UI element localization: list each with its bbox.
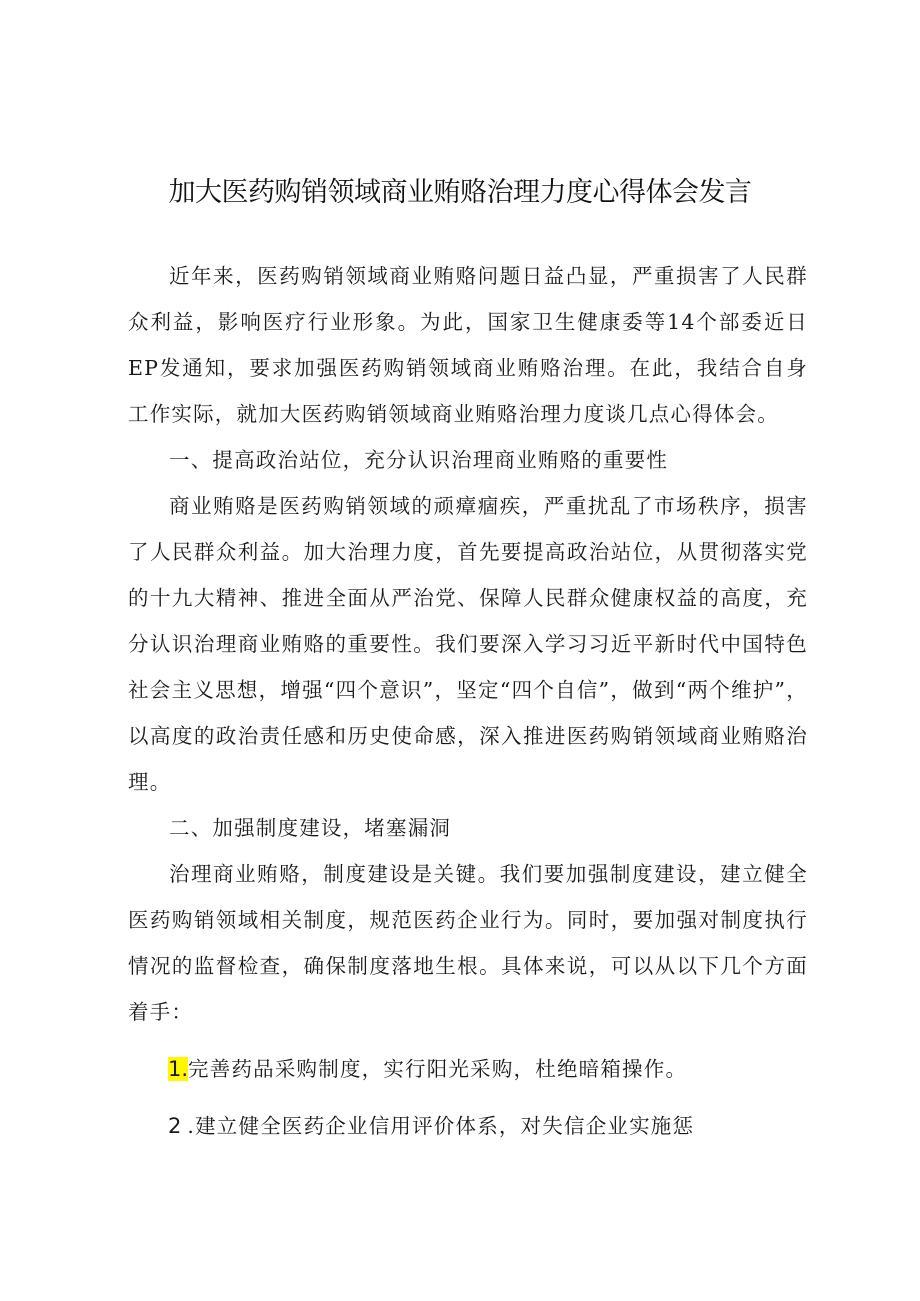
document-body: [128, 253, 808, 1149]
section-2-paragraph: 治理商业贿赂，制度建设是关键。我们要加强制度建设，建立健全医药购销领域相关制度，规范医药企业行为。同时，要加强对制度执行情况的监督检查，确保制度落地生根。具体来说，可以从以下几个方面着手：: [128, 862, 808, 1024]
list-item: [128, 1103, 808, 1149]
section-1-heading: 一、提高政治站位，充分认识治理商业贿赂的重要性: [169, 448, 669, 472]
list-item-text: 完善药品采购制度，实行阳光采购，杜绝暗箱操作。: [188, 1057, 688, 1081]
list-item-number: 2: [168, 1114, 182, 1138]
section-1-paragraph: 商业贿赂是医药购销领域的顽瘴痼疾，严重扰乱了市场秩序，损害了人民群众利益。加大治理力度，首先要提高政治站位，从贯彻落实党的十九大精神、推进全面从严治党、保障人民群众健康权益的高度，充分认识治理商业贿赂的重要性。我们要深入学习习近平新时代中国特色社会主义思想，增强“四个意识”，坚定“四个自信”，做到“两个维护”，以高度的政治责任感和历史使命感，深入推进医药购销领域商业贿赂治理。: [128, 494, 808, 794]
document-title: 加大医药购销领域商业贿赂治理力度心得体会发言: [168, 177, 752, 208]
section-2-heading: 二、加强制度建设，堵塞漏洞: [169, 816, 452, 840]
list-item-text: .建立健全医药企业信用评价体系，对失信企业实施惩: [187, 1114, 695, 1138]
intro-paragraph: 近年来，医药购销领域商业贿赂问题日益凸显，严重损害了人民群众利益，影响医疗行业形象。为此，国家卫生健康委等14个部委近日EP发通知，要求加强医药购销领域商业贿赂治理。在此，我结合自身工作实际，就加大医药购销领域商业贿赂治理力度谈几点心得体会。: [128, 264, 808, 426]
list-item-number-highlighted: 1.: [168, 1057, 189, 1081]
list-item: [128, 1046, 808, 1092]
